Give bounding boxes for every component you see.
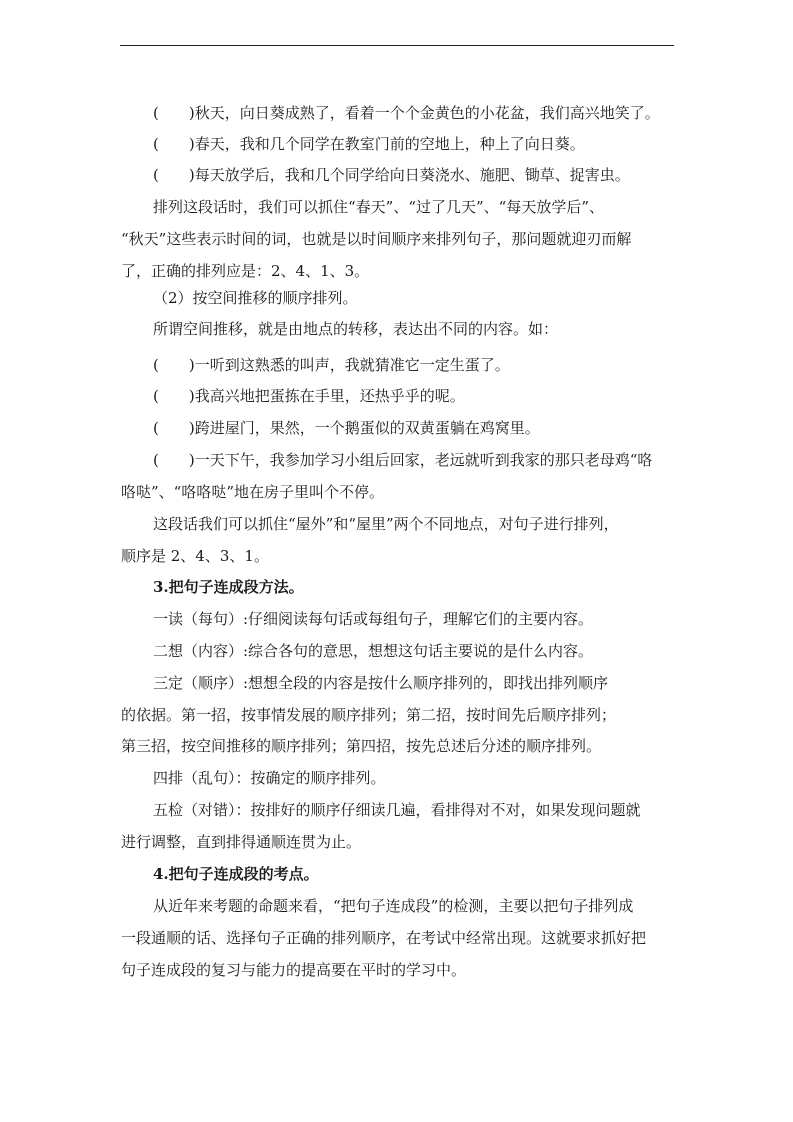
section-heading: 4.把句子连成段的考点。 — [153, 865, 319, 883]
text-line: 二想（内容）:综合各句的意思，想想这句话主要说的是什么内容。 — [153, 642, 594, 660]
text-line: ( )一听到这熟悉的叫声，我就猜准它一定生蛋了。 — [153, 356, 510, 374]
text-line: 句子连成段的复习与能力的提高要在平时的学习中。 — [121, 961, 467, 979]
section-heading: 3.把句子连成段方法。 — [153, 578, 304, 596]
text-line: ( )每天放学后，我和几个同学给向日葵浇水、施肥、锄草、捉害虫。 — [153, 166, 630, 184]
text-line: ( )一天下午，我参加学习小组后回家，老远就听到我家的那只老母鸡“咯 — [153, 451, 653, 469]
text-line: 一段通顺的话、选择句子正确的排列顺序，在考试中经常出现。这就要求抓好把 — [121, 929, 647, 947]
text-line: “秋天”这些表示时间的词，也就是以时间顺序来排列句子，那问题就迎刃而解 — [121, 230, 632, 248]
text-line: ( )跨进屋门，果然，一个鹅蛋似的双黄蛋躺在鸡窝里。 — [153, 419, 540, 437]
text-line: ( )秋天，向日葵成熟了，看着一个个金黄色的小花盆，我们高兴地笑了。 — [153, 104, 660, 122]
text-line: 这段话我们可以抓住“屋外”和“屋里”两个不同地点，对句子进行排列， — [153, 515, 619, 533]
text-line: 三定（顺序）:想想全段的内容是按什么顺序排列的，即找出排列顺序 — [153, 674, 609, 692]
text-line: ( )我高兴地把蛋拣在手里，还热乎乎的呢。 — [153, 387, 465, 405]
text-line: 所谓空间推移，就是由地点的转移，表达出不同的内容。如： — [153, 320, 559, 338]
text-line: 咯哒”、“咯咯哒”地在房子里叫个不停。 — [121, 483, 385, 501]
text-line: 进行调整，直到排得通顺连贯为止。 — [121, 833, 362, 851]
text-line: ( )春天，我和几个同学在教室门前的空地上，种上了向日葵。 — [153, 135, 585, 153]
text-line: 了，正确的排列应是：2、4、1、3。 — [121, 262, 370, 280]
text-line: 第三招，按空间推移的顺序排列；第四招，按先总述后分述的顺序排列。 — [121, 737, 602, 755]
section-subheading: （2）按空间推移的顺序排列。 — [153, 289, 358, 307]
header-rule — [120, 45, 674, 46]
text-line: 从近年来考题的命题来看，“把句子连成段”的检测，主要以把句子排列成 — [153, 897, 634, 915]
text-line: 一读（每句）:仔细阅读每句话或每组句子，理解它们的主要内容。 — [153, 610, 594, 628]
text-line: 排列这段话时，我们可以抓住“春天”、“过了几天”、“每天放学后”、 — [153, 198, 605, 216]
text-line: 四排（乱句）：按确定的顺序排列。 — [153, 769, 386, 787]
text-line: 顺序是 2、4、3、1。 — [121, 547, 269, 565]
text-line: 的依据。第一招，按事情发展的顺序排列；第二招，按时间先后顺序排列； — [121, 706, 617, 724]
text-line: 五检（对错）：按排好的顺序仔细读几遍，看排得对不对，如果发现问题就 — [153, 801, 641, 819]
